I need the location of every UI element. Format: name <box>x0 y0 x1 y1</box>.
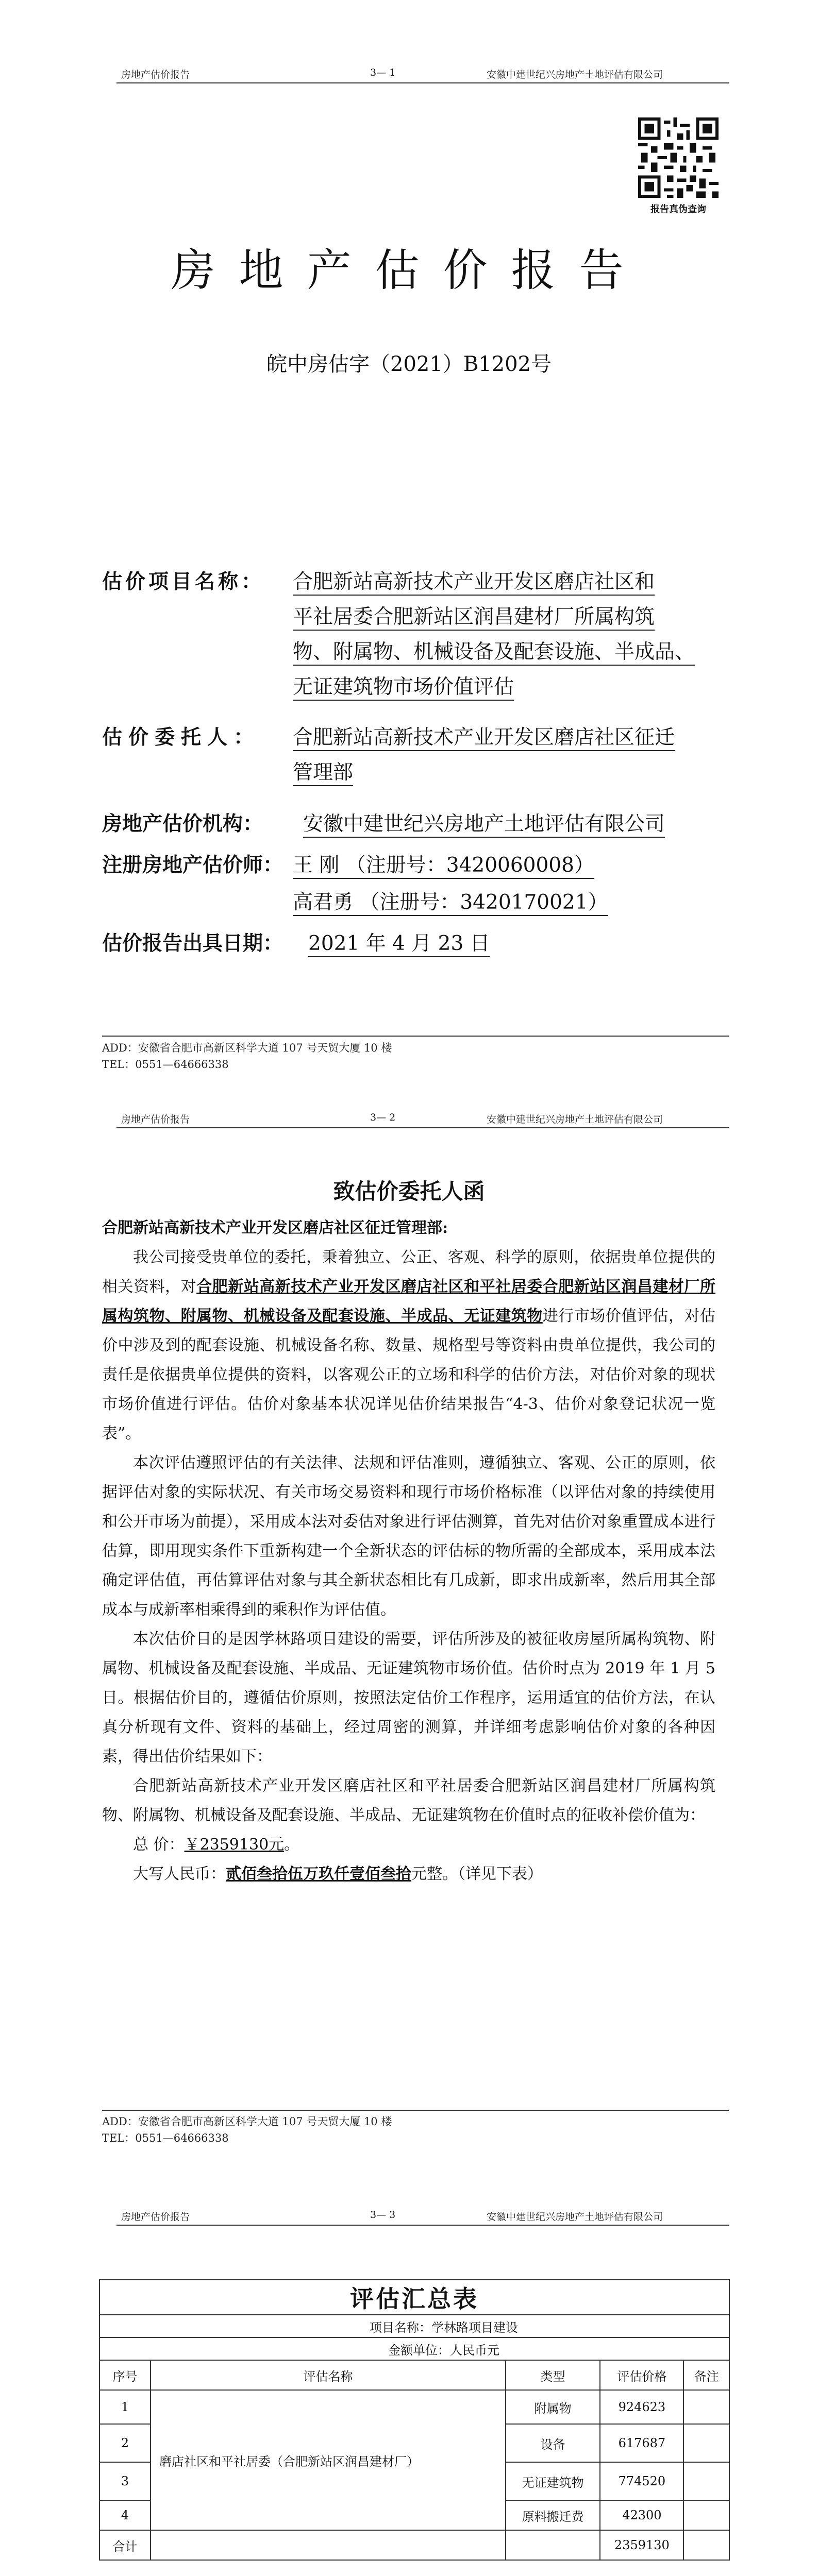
row-remark <box>683 2462 729 2500</box>
row-type: 设备 <box>506 2424 600 2462</box>
row-remark <box>683 2390 729 2424</box>
header-right: 安徽中建世纪兴房地产土地评估有限公司 <box>487 69 663 80</box>
table-title: 评估汇总表 <box>99 2280 729 2315</box>
uppercase-value: 贰佰叁拾伍万玖仟壹佰叁拾 <box>226 1865 411 1883</box>
total-value: ￥2359130元 <box>184 1836 285 1854</box>
header-left: 房地产估价报告 <box>121 1114 190 1125</box>
table-unit: 金额单位：人民币元 <box>99 2337 729 2360</box>
client-line: 管理部 <box>293 756 353 786</box>
summary-table <box>99 2279 730 2561</box>
report-title: 房地产估价报告 <box>171 245 647 296</box>
project-name-line: 物、附属物、机械设备及配套设施、半成品、 <box>293 636 695 666</box>
row-type: 附属物 <box>506 2390 600 2424</box>
letter-page <box>0 1097 818 2195</box>
total-end: 。 <box>284 1836 300 1854</box>
project-name-line: 合肥新站高新技术产业开发区磨店社区和 <box>293 566 655 596</box>
paragraph-1 <box>102 1243 715 1448</box>
column-header: 备注 <box>683 2360 729 2390</box>
row-type: 原料搬迁费 <box>506 2500 600 2530</box>
total-value: 2359130 <box>600 2530 683 2560</box>
total-label: 总 价： <box>133 1836 185 1854</box>
paragraph-1-subject: 合肥新站高新技术产业开发区磨店社区和平社居委合肥新站区润昌建材厂所属构筑物、附属物、机械设备及配套设施、半成品、无证建筑物 <box>102 1278 716 1325</box>
column-header: 评估名称 <box>151 2360 506 2390</box>
uppercase-line <box>102 1859 715 1889</box>
footer-rule <box>102 2110 729 2111</box>
footer-address: ADD：安徽省合肥市高新区科学大道 107 号天贸大厦 10 楼 <box>102 2115 392 2128</box>
client-label: 估价委托人： <box>102 725 260 749</box>
uppercase-label: 大写人民币： <box>133 1865 226 1883</box>
header-rule <box>116 82 729 83</box>
report-date-value: 2021 年 4 月 23 日 <box>308 927 490 957</box>
column-header: 类型 <box>506 2360 600 2390</box>
header-page-number: 3— 1 <box>370 67 396 78</box>
appraiser-2: 高君勇 （注册号：3420170021） <box>293 886 608 916</box>
qr-code-icon[interactable] <box>638 117 719 198</box>
header-left: 房地产估价报告 <box>121 69 190 80</box>
row-value: 924623 <box>600 2390 683 2424</box>
client-line: 合肥新站高新技术产业开发区磨店社区征迁 <box>293 721 675 751</box>
qr-caption: 报告真伪查询 <box>650 204 706 215</box>
header-rule <box>116 2225 729 2226</box>
paragraph-1-text: 我公司接受贵单位的委托，秉着独立、公正、客观、科学的原则，依据贵单位提供的相关资料，对 <box>102 1248 715 1296</box>
paragraph-1-text: 进行市场价值评估，对估价中涉及到的配套设施、机械设备名称、数量、规格型号等资料由贵单位提供，我公司的责任是依据贵单位提供的资料，以客观公正的立场和科学的估价方法，对估价对象的现状市场价值进行评估。估价对象基本状况详见估价结果报告“4-3、估价对象登记状况一览表”。 <box>102 1307 716 1443</box>
letter-addressee: 合肥新站高新技术产业开发区磨店社区征迁管理部: <box>102 1219 448 1237</box>
header-right: 安徽中建世纪兴房地产土地评估有限公司 <box>487 1114 663 1125</box>
project-name-line: 无证建筑物市场价值评估 <box>293 671 514 701</box>
project-name-label: 估价项目名称： <box>102 570 265 594</box>
header-page-number: 3— 3 <box>370 2209 396 2221</box>
column-header: 序号 <box>99 2360 151 2390</box>
appraiser-label: 注册房地产估价师： <box>102 853 283 877</box>
subject-name: 磨店社区和平社居委（合肥新站区润昌建材厂） <box>151 2390 506 2530</box>
column-header: 评估价格 <box>600 2360 683 2390</box>
total-line <box>102 1830 715 1859</box>
paragraph-4: 合肥新站高新技术产业开发区磨店社区和平社居委合肥新站区润昌建材厂所属构筑物、附属物、机械设备及配套设施、半成品、无证建筑物在价值时点的征收补偿价值为： <box>102 1777 715 1824</box>
table-total-row <box>99 2530 729 2560</box>
paragraph-3: 本次估价目的是因学林路项目建设的需要，评估所涉及的被征收房屋所属构筑物、附属物、机械设备及配套设施、半成品、无证建筑物市场价值。估价时点为 2019 年 1 月 5 日。根据估价目的，遵循估价原则，按照法定估价工作程序，运用适宜的估价方法，在认真分析现有文件、资料的基础上，经过周密的测算，并详细考虑影响估价对象的各种因素，得出估价结果如下： <box>102 1630 715 1766</box>
total-label: 合计 <box>99 2530 151 2560</box>
row-remark <box>683 2424 729 2462</box>
row-type: 无证建筑物 <box>506 2462 600 2500</box>
paragraph-2: 本次评估遵照评估的有关法律、法规和评估准则，遵循独立、客观、公正的原则，依据评估对象的实际状况、有关市场交易资料和现行市场价格标准（以评估对象的持续使用和公开市场为前提），采用成本法对委估对象进行评估测算，首先对估价对象重置成本进行估算，即用现实条件下重新构建一个全新状态的评估标的物所需的全部成本，采用成本法确定评估值，再估算评估对象与其全新状态相比有几成新，即求出成新率，然后用其全部成本与成新率相乘得到的乘积作为评估值。 <box>102 1454 715 1619</box>
footer-address: ADD：安徽省合肥市高新区科学大道 107 号天贸大厦 10 楼 <box>102 1042 392 1054</box>
uppercase-end: 元整。（详见下表） <box>411 1865 543 1883</box>
agency-value: 安徽中建世纪兴房地产土地评估有限公司 <box>303 808 665 838</box>
header-page-number: 3— 2 <box>370 1112 396 1123</box>
appraiser-1: 王 刚 （注册号：3420060008） <box>293 849 594 879</box>
footer-rule <box>102 1036 729 1037</box>
report-date-label: 估价报告出具日期： <box>102 931 283 955</box>
header-right: 安徽中建世纪兴房地产土地评估有限公司 <box>487 2211 663 2223</box>
row-remark <box>683 2500 729 2530</box>
row-value: 774520 <box>600 2462 683 2500</box>
row-value: 42300 <box>600 2500 683 2530</box>
row-number: 2 <box>99 2424 151 2462</box>
agency-label: 房地产估价机构： <box>102 812 263 836</box>
cover-page <box>0 0 818 1097</box>
row-value: 617687 <box>600 2424 683 2462</box>
header-left: 房地产估价报告 <box>121 2211 190 2223</box>
row-number: 3 <box>99 2462 151 2500</box>
table-row <box>99 2390 729 2424</box>
row-number: 4 <box>99 2500 151 2530</box>
row-number: 1 <box>99 2390 151 2424</box>
header-rule <box>116 1127 729 1128</box>
summary-page <box>0 2195 818 2576</box>
footer-phone: TEL：0551—64666338 <box>102 2132 229 2144</box>
letter-body <box>102 1213 715 1889</box>
document-number: 皖中房估字（2021）B1202号 <box>266 352 552 376</box>
footer-phone: TEL：0551—64666338 <box>102 1058 229 1071</box>
letter-title: 致估价委托人函 <box>333 1179 485 1204</box>
project-name-line: 平社居委合肥新站区润昌建材厂所属构筑 <box>293 601 655 631</box>
table-project: 项目名称：学林路项目建设 <box>99 2315 729 2337</box>
